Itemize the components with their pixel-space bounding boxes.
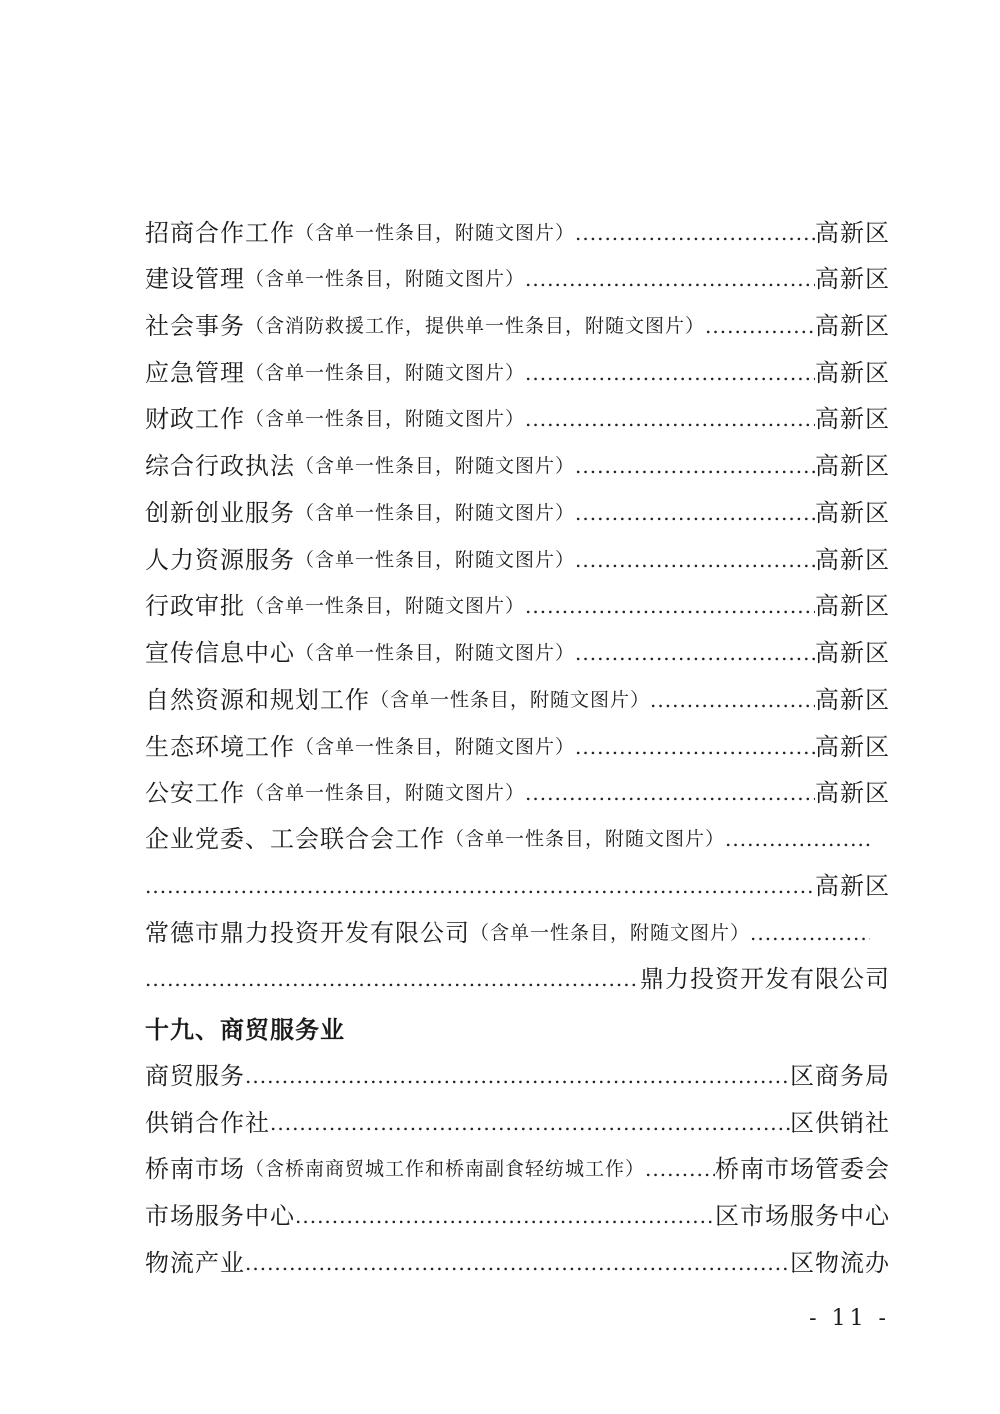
entry-note: （含单一性条目，附随文图片）: [295, 736, 576, 758]
entry-title: 市场服务中心: [145, 1202, 295, 1230]
leader-dots: [145, 871, 815, 901]
entry-owner: 高新区: [815, 546, 890, 574]
section-heading: 十九、商贸服务业: [145, 1016, 345, 1044]
toc-entry: [145, 1055, 890, 1091]
leader-dots: [725, 824, 870, 854]
entry-title: 宣传信息中心: [145, 639, 295, 667]
entry-note: （含单一性条目，附随文图片）: [370, 689, 651, 711]
entry-note: （含单一性条目，附随文图片）: [245, 595, 526, 617]
entry-owner: 高新区: [815, 452, 890, 480]
entry-title: 社会事务: [145, 312, 245, 340]
entry-note: （含单一性条目，附随文图片）: [470, 922, 751, 944]
entry-note: （含单一性条目，附随文图片）: [245, 268, 526, 290]
toc-entry: [145, 726, 890, 762]
page-number: - 11 -: [809, 1306, 890, 1331]
entry-title: 桥南市场: [145, 1155, 245, 1183]
entry-note: （含单一性条目，附随文图片）: [445, 828, 726, 850]
entry-title: 人力资源服务: [145, 546, 295, 574]
entry-owner: 高新区: [815, 312, 890, 340]
entry-owner: 高新区: [815, 499, 890, 527]
entry-owner: 高新区: [815, 219, 890, 247]
toc-entry: [145, 1102, 890, 1138]
entry-owner: 高新区: [815, 265, 890, 293]
toc-entry: [145, 492, 890, 528]
entry-note: （含单一性条目，附随文图片）: [295, 222, 576, 244]
entry-title: 商贸服务: [145, 1062, 245, 1090]
entry-owner: 高新区: [815, 733, 890, 761]
entry-owner: 高新区: [815, 405, 890, 433]
entry-title: 创新创业服务: [145, 499, 295, 527]
entry-owner: 区市场服务中心: [715, 1202, 890, 1230]
entry-note: （含单一性条目，附随文图片）: [245, 782, 526, 804]
entry-owner: 桥南市场管委会: [715, 1155, 890, 1183]
toc-entry: [145, 818, 870, 854]
entry-note: （含桥南商贸城工作和桥南副食轻纺城工作）: [245, 1158, 646, 1180]
toc-entry: [145, 772, 890, 808]
entry-owner: 鼎力投资开发有限公司: [640, 965, 890, 993]
leader-dots: [575, 545, 815, 575]
entry-note: （含单一性条目，附随文图片）: [245, 362, 526, 384]
leader-dots: [245, 1248, 790, 1278]
entry-title: 公安工作: [145, 779, 245, 807]
toc-entry: [145, 912, 870, 948]
entry-owner: 高新区: [815, 779, 890, 807]
entry-owner: 高新区: [815, 592, 890, 620]
entry-title: 物流产业: [145, 1249, 245, 1277]
entry-title: 建设管理: [145, 265, 245, 293]
leader-dots: [245, 1061, 790, 1091]
toc-entry: [145, 258, 890, 294]
entry-owner: 区物流办: [790, 1249, 890, 1277]
leader-dots: [750, 918, 870, 948]
entry-note: （含单一性条目，附随文图片）: [295, 549, 576, 571]
toc-entry: [145, 585, 890, 621]
leader-dots: [525, 404, 815, 434]
leader-dots: [645, 1154, 715, 1184]
entry-title: 综合行政执法: [145, 452, 295, 480]
entry-owner: 区商务局: [790, 1062, 890, 1090]
entry-title: 应急管理: [145, 359, 245, 387]
entry-title: 自然资源和规划工作: [145, 686, 370, 714]
toc-entry: [145, 1148, 890, 1184]
leader-dots: [575, 638, 815, 668]
toc-entry: [145, 539, 890, 575]
entry-title: 企业党委、工会联合会工作: [145, 825, 445, 853]
leader-dots: [525, 358, 815, 388]
entry-note: （含单一性条目，附随文图片）: [295, 502, 576, 524]
leader-dots: [650, 685, 815, 715]
entry-title: 行政审批: [145, 592, 245, 620]
entry-owner: 区供销社: [790, 1109, 890, 1137]
toc-entry: [145, 305, 890, 341]
toc-entry: [145, 1242, 890, 1278]
toc-entry-continued: [145, 865, 890, 901]
toc-entry: [145, 212, 890, 248]
toc-entry: [145, 632, 890, 668]
entry-title: 招商合作工作: [145, 219, 295, 247]
leader-dots: [575, 732, 815, 762]
entry-note: （含单一性条目，附随文图片）: [295, 455, 576, 477]
leader-dots: [525, 591, 815, 621]
leader-dots: [575, 451, 815, 481]
entry-title: 财政工作: [145, 405, 245, 433]
entry-note: （含单一性条目，附随文图片）: [295, 642, 576, 664]
leader-dots: [525, 264, 815, 294]
entry-note: （含单一性条目，附随文图片）: [245, 408, 526, 430]
entry-owner: 高新区: [815, 872, 890, 900]
toc-entry: [145, 352, 890, 388]
toc-entry: [145, 398, 890, 434]
leader-dots: [295, 1201, 715, 1231]
entry-owner: 高新区: [815, 686, 890, 714]
leader-dots: [525, 778, 815, 808]
entry-title: 常德市鼎力投资开发有限公司: [145, 919, 470, 947]
leader-dots: [705, 311, 815, 341]
entry-owner: 高新区: [815, 639, 890, 667]
entry-title: 生态环境工作: [145, 733, 295, 761]
leader-dots: [270, 1108, 790, 1138]
entry-owner: 高新区: [815, 359, 890, 387]
toc-entry: [145, 1195, 890, 1231]
entry-note: （含消防救援工作，提供单一性条目，附随文图片）: [245, 315, 706, 337]
leader-dots: [575, 218, 815, 248]
leader-dots: [145, 964, 640, 994]
entry-title: 供销合作社: [145, 1109, 270, 1137]
toc-entry-continued: [145, 958, 890, 994]
toc-entry: [145, 679, 890, 715]
toc-entry: [145, 445, 890, 481]
leader-dots: [575, 498, 815, 528]
